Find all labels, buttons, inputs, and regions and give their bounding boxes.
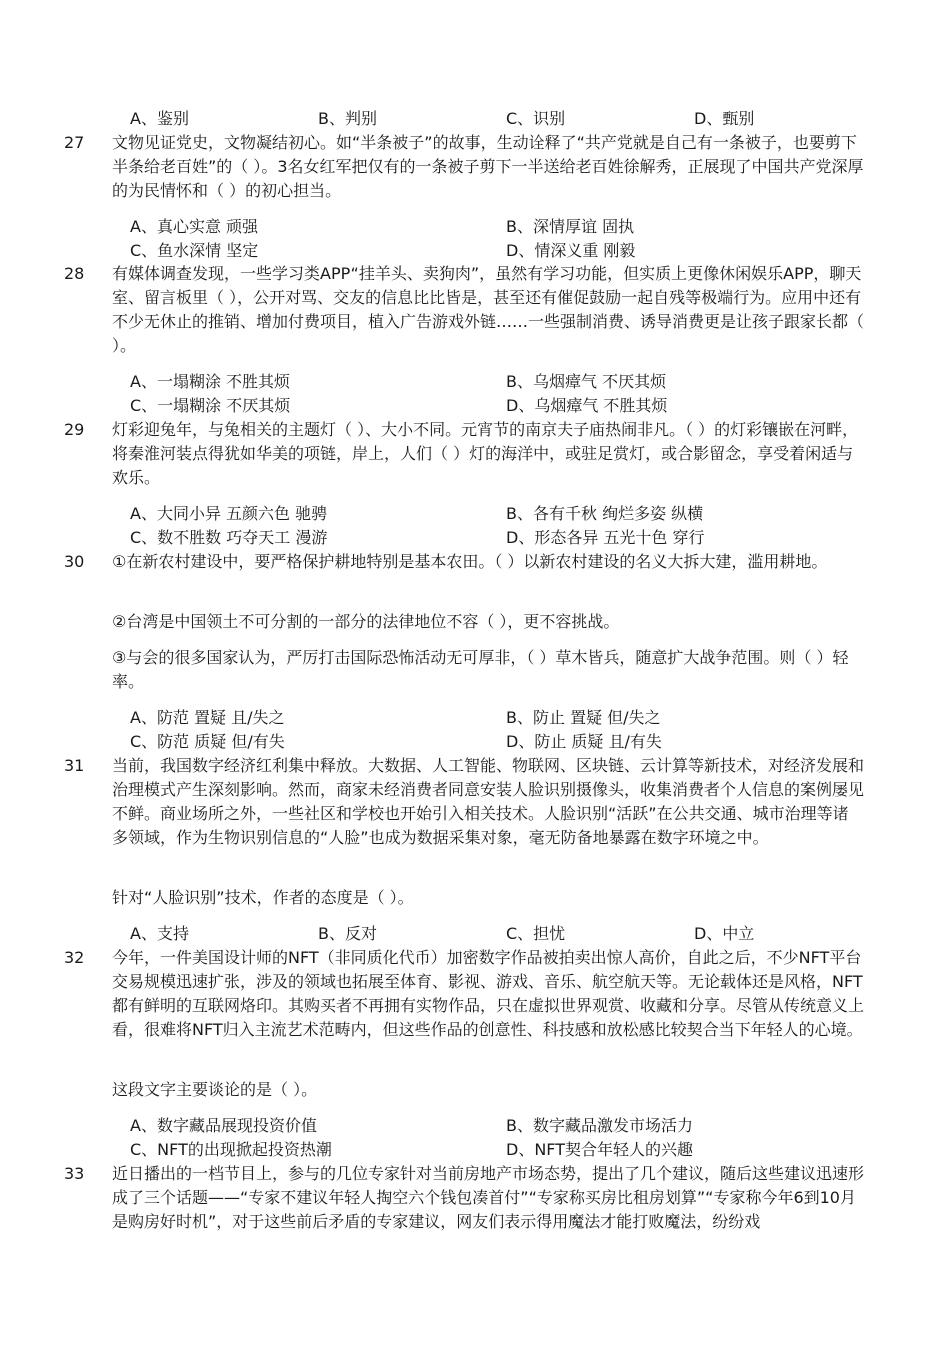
question-number: 27	[64, 133, 85, 152]
option-d[interactable]: D、防止 质疑 且/有失	[506, 732, 662, 751]
statement-2: ②台湾是中国领土不可分割的一部分的法律地位不容（ ），更不容挑战。	[112, 612, 620, 631]
question-text: 近日播出的一档节目上，参与的几位专家针对当前房地产市场态势，提出了几个建议，随后这些建议迅速形成了三个话题——“专家不建议年轻人掏空六个钱包凑首付”“专家称买房比租房划算”“专家称今年6到10月是购房好时机”，对于这些前后矛盾的专家建议，网友们表示得用魔法才能打败魔法，纷纷戏	[112, 1164, 865, 1231]
q26-option-c[interactable]: C、识别	[506, 109, 566, 128]
question-text: 灯彩迎兔年，与兔相关的主题灯（ ）、大小不同。元宵节的南京夫子庙热闹非凡。（ ）的灯彩镶嵌在河畔，将秦淮河装点得犹如华美的项链，岸上，人们（ ）灯的海洋中，或驻足赏灯，或合影留念，享受着闲适与欢乐。	[112, 420, 859, 487]
question-text: 有媒体调查发现，一些学习类APP“挂羊头、卖狗肉”，虽然有学习功能，但实质上更像休闲娱乐APP，聊天室、留言板里（ ），公开对骂、交友的信息比比皆是，甚至还有催促鼓励一起自残等极端行为。应用中还有不少无休止的推销、增加付费项目，植入广告游戏外链……一些强制消费、诱导消费更是让孩子跟家长都（ ）。	[112, 264, 865, 355]
option-c[interactable]: C、NFT的出现掀起投资热潮	[130, 1140, 332, 1159]
question-number: 32	[64, 948, 85, 967]
q26-option-b[interactable]: B、判别	[318, 109, 377, 128]
question-number: 33	[64, 1164, 85, 1183]
option-b[interactable]: B、乌烟瘴气 不厌其烦	[506, 372, 667, 391]
option-c[interactable]: C、鱼水深情 坚定	[130, 241, 259, 260]
option-b[interactable]: B、深情厚谊 固执	[506, 217, 635, 236]
statement-1: ①在新农村建设中，要严格保护耕地特别是基本农田。（ ）以新农村建设的名义大拆大建，滥用耕地。	[112, 552, 828, 571]
question-stem: 这段文字主要谈论的是（ ）。	[112, 1080, 318, 1099]
option-a[interactable]: A、数字藏品展现投资价值	[130, 1116, 317, 1135]
question-number: 31	[64, 756, 85, 775]
option-d[interactable]: D、中立	[694, 924, 755, 943]
q26-options	[130, 107, 850, 131]
option-d[interactable]: D、形态各异 五光十色 穿行	[506, 528, 705, 547]
option-a[interactable]: A、一塌糊涂 不胜其烦	[130, 372, 291, 391]
option-b[interactable]: B、防止 置疑 但/失之	[506, 708, 661, 727]
option-a[interactable]: A、支持	[130, 924, 189, 943]
option-c[interactable]: C、数不胜数 巧夺天工 漫游	[130, 528, 328, 547]
question-number: 28	[64, 264, 85, 283]
option-c[interactable]: C、防范 质疑 但/有失	[130, 732, 285, 751]
option-d[interactable]: D、NFT契合年轻人的兴趣	[506, 1140, 693, 1159]
option-b[interactable]: B、数字藏品激发市场活力	[506, 1116, 693, 1135]
question-text: 当前，我国数字经济红利集中释放。大数据、人工智能、物联网、区块链、云计算等新技术，对经济发展和治理模式产生深刻影响。然而，商家未经消费者同意安装人脸识别摄像头，收集消费者个人信息的案例屡见不鲜。商业场所之外，一些社区和学校也开始引入相关技术。人脸识别“活跃”在公共交通、城市治理等诸多领域，作为生物识别信息的“人脸”也成为数据采集对象，毫无防备地暴露在数字环境之中。	[112, 756, 865, 847]
option-c[interactable]: C、一塌糊涂 不厌其烦	[130, 396, 291, 415]
q26-option-a[interactable]: A、鉴别	[130, 109, 189, 128]
option-d[interactable]: D、情深义重 刚毅	[506, 241, 636, 260]
option-d[interactable]: D、乌烟瘴气 不胜其烦	[506, 396, 668, 415]
option-a[interactable]: A、大同小异 五颜六色 驰骋	[130, 504, 328, 523]
question-stem: 针对“人脸识别”技术，作者的态度是（ ）。	[112, 888, 414, 907]
question-text: 文物见证党史，文物凝结初心。如“半条被子”的故事，生动诠释了“共产党就是自己有一条被子，也要剪下半条给老百姓”的（ ）。3名女红军把仅有的一条被子剪下一半送给老百姓徐解秀，正展现了中国共产党深厚的为民情怀和（ ）的初心担当。	[112, 133, 864, 200]
option-b[interactable]: B、各有千秋 绚烂多姿 纵横	[506, 504, 704, 523]
question-text: 今年，一件美国设计师的NFT（非同质化代币）加密数字作品被拍卖出惊人高价，自此之后，不少NFT平台交易规模迅速扩张，涉及的领域也拓展至体育、影视、游戏、音乐、航空航天等。无论载体还是风格，NFT都有鲜明的互联网烙印。其购买者不再拥有实物作品，只在虚拟世界观赏、收藏和分享。尽管从传统意义上看，很难将NFT归入主流艺术范畴内，但这些作品的创意性、科技感和放松感比较契合当下年轻人的心境。	[112, 948, 865, 1039]
question-number: 30	[64, 552, 85, 571]
q26-option-d[interactable]: D、甄别	[694, 109, 755, 128]
option-a[interactable]: A、防范 置疑 且/失之	[130, 708, 285, 727]
statement-3: ③与会的很多国家认为，严厉打击国际恐怖活动无可厚非，（ ）草木皆兵，随意扩大战争范围。则（ ）轻率。	[112, 648, 849, 691]
option-c[interactable]: C、担忧	[506, 924, 566, 943]
option-a[interactable]: A、真心实意 顽强	[130, 217, 259, 236]
question-number: 29	[64, 420, 85, 439]
option-b[interactable]: B、反对	[318, 924, 377, 943]
